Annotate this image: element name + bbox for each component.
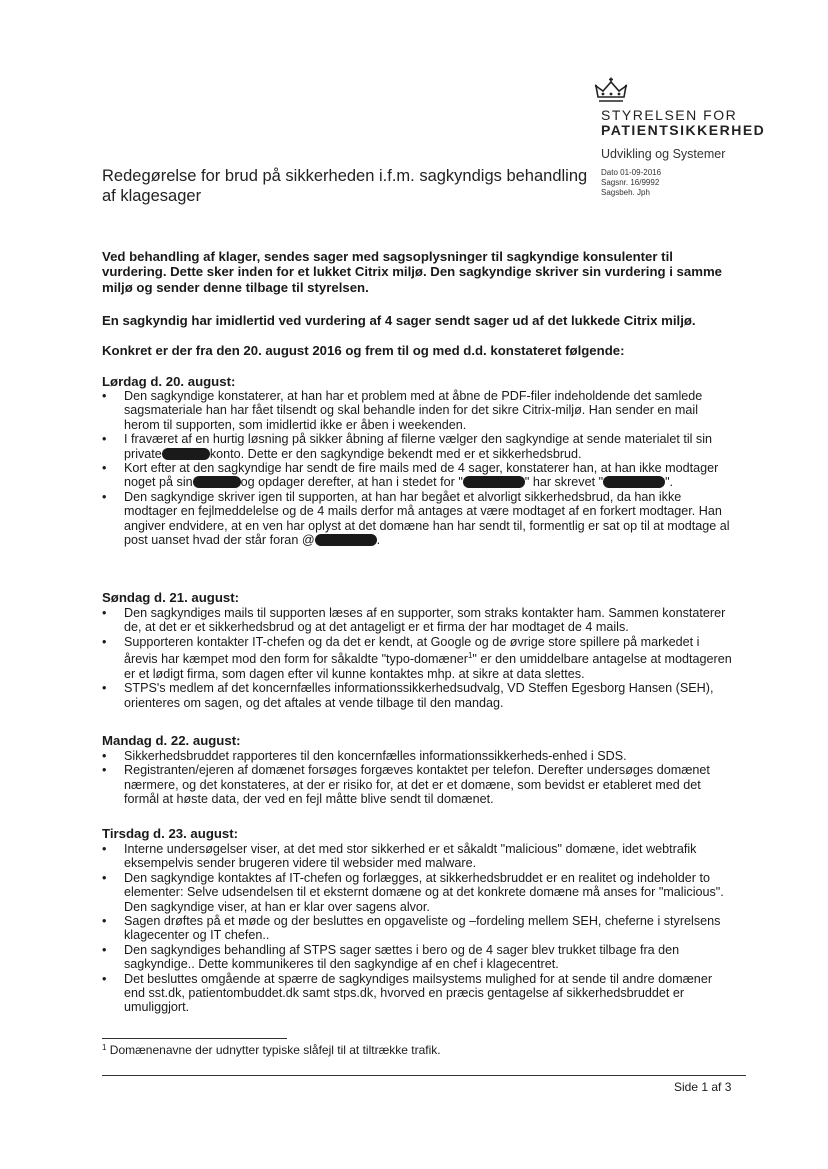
list-item: • Sagen drøftes på et møde og der besluttes en opgaveliste og –fordeling mellem SEH, cheferne i styrelsens klagecenter og IT chefen.. <box>102 914 732 943</box>
tuesday-list <box>102 842 732 1015</box>
summary-paragraph: En sagkyndig har imidlertid ved vurdering af 4 sager sendt sager ud af det lukkede Citrix miljø. <box>102 313 696 328</box>
footnote <box>102 1043 441 1057</box>
day-heading-tuesday: Tirsdag d. 23. august: <box>102 826 239 841</box>
list-item: • STPS's medlem af det koncernfælles informationssikkerhedsudvalg, VD Steffen Egesborg Hansen (SEH), orienteres om sagen, og det aftales at vende tilbage til den mandag. <box>102 681 732 710</box>
lead-paragraph: Konkret er der fra den 20. august 2016 og frem til og med d.d. konstateret følgende: <box>102 343 625 358</box>
redaction-mark <box>463 476 525 488</box>
list-item: • Supporteren kontakter IT-chefen og da det er kendt, at Google og de øvrige store spillere på markedet i årevis har kæmpet mod den form for såkaldte "typo-domæner$^1$" er den umiddelbare antagelse at modtageren er et lødigt firma, som dagen efter vil kunne kontaktes mhp. at sikre at data slettes. <box>102 635 732 681</box>
list-item: • Sikkerhedsbruddet rapporteres til den koncernfælles informationssikkerheds-enhed i SDS. <box>102 749 732 763</box>
meta-date: Dato 01-09-2016 <box>601 168 662 177</box>
monday-list <box>102 749 732 807</box>
crown-icon <box>594 77 628 105</box>
list-item: • Interne undersøgelser viser, at det med stor sikkerhed er et såkaldt "malicious" domæne, idet webtrafik eksempelvis sender brugeren videre til websider med malware. <box>102 842 732 871</box>
intro-paragraph: Ved behandling af klager, sendes sager med sagsoplysninger til sagkyndige konsulenter til vurdering. Dette sker inden for et lukket Citrix miljø. Den sagkyndige skriver sin vurdering i samme miljø og sender denne tilbage til styrelsen. <box>102 249 723 295</box>
org-name-line2: PATIENTSIKKERHED <box>601 122 766 138</box>
list-item: • Den sagkyndige kontaktes af IT-chefen og forlægges, at sikkerhedsbruddet er en realitet og indeholder to elementer: Selve udsendelsen til et eksternt domæne og at det konkrete domæne må anses for "malicious". Den sagkyndige viser, at han er klar over sagens alvor. <box>102 871 732 914</box>
list-item: • Det besluttes omgående at spærre de sagkyndiges mailsystems mulighed for at sende til andre domæner end sst.dk, patientombuddet.dk samt stps.dk, hvorved en præcis gentagelse af sikkerhedsbruddet er umuliggjort. <box>102 972 732 1015</box>
page-number: Side 1 af 3 <box>674 1080 732 1094</box>
redaction-mark <box>315 534 377 546</box>
sunday-list <box>102 606 732 710</box>
day-heading-sunday: Søndag d. 21. august: <box>102 590 240 605</box>
redaction-mark <box>603 476 665 488</box>
department: Udvikling og Systemer <box>601 147 726 161</box>
meta-case-number: Sagsnr. 16/9992 <box>601 178 660 187</box>
list-item: • Den sagkyndiges behandling af STPS sager sættes i bero og de 4 sager blev trukket tilbage fra den sagkyndige.. Dette kommunikeres til den sagkyndige af en chef i klagecentret. <box>102 943 732 972</box>
footnote-reference: 1 <box>467 651 473 661</box>
redaction-mark <box>193 476 241 488</box>
saturday-list <box>102 389 732 547</box>
footnote-marker: 1 <box>102 1043 107 1052</box>
meta-case-handler: Sagsbeh. Jph <box>601 188 650 197</box>
list-item: • Den sagkyndige skriver igen til supporten, at han har begået et alvorligt sikkerhedsbrud, da han ikke modtager en fejlmeddelelse og de 4 mails derfor må antages at være modtaget af en forkert modtager. Han angiver endvidere, at en ven har oplyst at det domæne han har sendt til, formentlig er sat op til at modtage al post uanset hvad der står foran @ . <box>102 490 732 548</box>
list-item: • I fraværet af en hurtig løsning på sikker åbning af filerne vælger den sagkyndige at sende materialet til sin private konto. Dette er den sagkyndige bekendt med er et sikkerhedsbrud. <box>102 432 732 461</box>
footnote-divider <box>102 1038 287 1039</box>
list-item: • Den sagkyndiges mails til supporten læses af en supporter, som straks kontakter ham. Sammen konstaterer de, at det er et sikkerhedsbrud og at det antageligt er et firma der har modtaget de 4 mails. <box>102 606 732 635</box>
page-divider <box>102 1075 746 1076</box>
redaction-mark <box>162 448 210 460</box>
org-name-line1: STYRELSEN FOR <box>601 107 738 123</box>
day-heading-saturday: Lørdag d. 20. august: <box>102 374 236 389</box>
document-meta <box>601 168 661 198</box>
list-item: • Den sagkyndige konstaterer, at han har et problem med at åbne de PDF-filer indeholdende det samlede sagsmateriale han har fået tilsendt og skal behandle inden for det sikre Citrix-miljø. Han sender en mail herom til supporten, som imidlertid ikke er åben i weekenden. <box>102 389 732 432</box>
list-item: • Kort efter at den sagkyndige har sendt de fire mails med de 4 sager, konstaterer han, at han ikke modtager noget på sin og opdager derefter, at han i stedet for " " har skrevet " ". <box>102 461 732 490</box>
day-heading-monday: Mandag d. 22. august: <box>102 733 241 748</box>
list-item: • Registranten/ejeren af domænet forsøges forgæves kontaktet per telefon. Derefter undersøges domænet nærmere, og det konstateres, at der er risiko for, at det er et domæne, som bevidst er etableret med det formål at høste data, der ved en fejl måtte blive sendt til domænet. <box>102 763 732 806</box>
footnote-text: Domænenavne der udnytter typiske slåfejl til at tiltrække trafik. <box>109 1043 441 1057</box>
document-title: Redegørelse for brud på sikkerheden i.f.m. sagkyndigs behandling af klagesager <box>102 167 588 205</box>
